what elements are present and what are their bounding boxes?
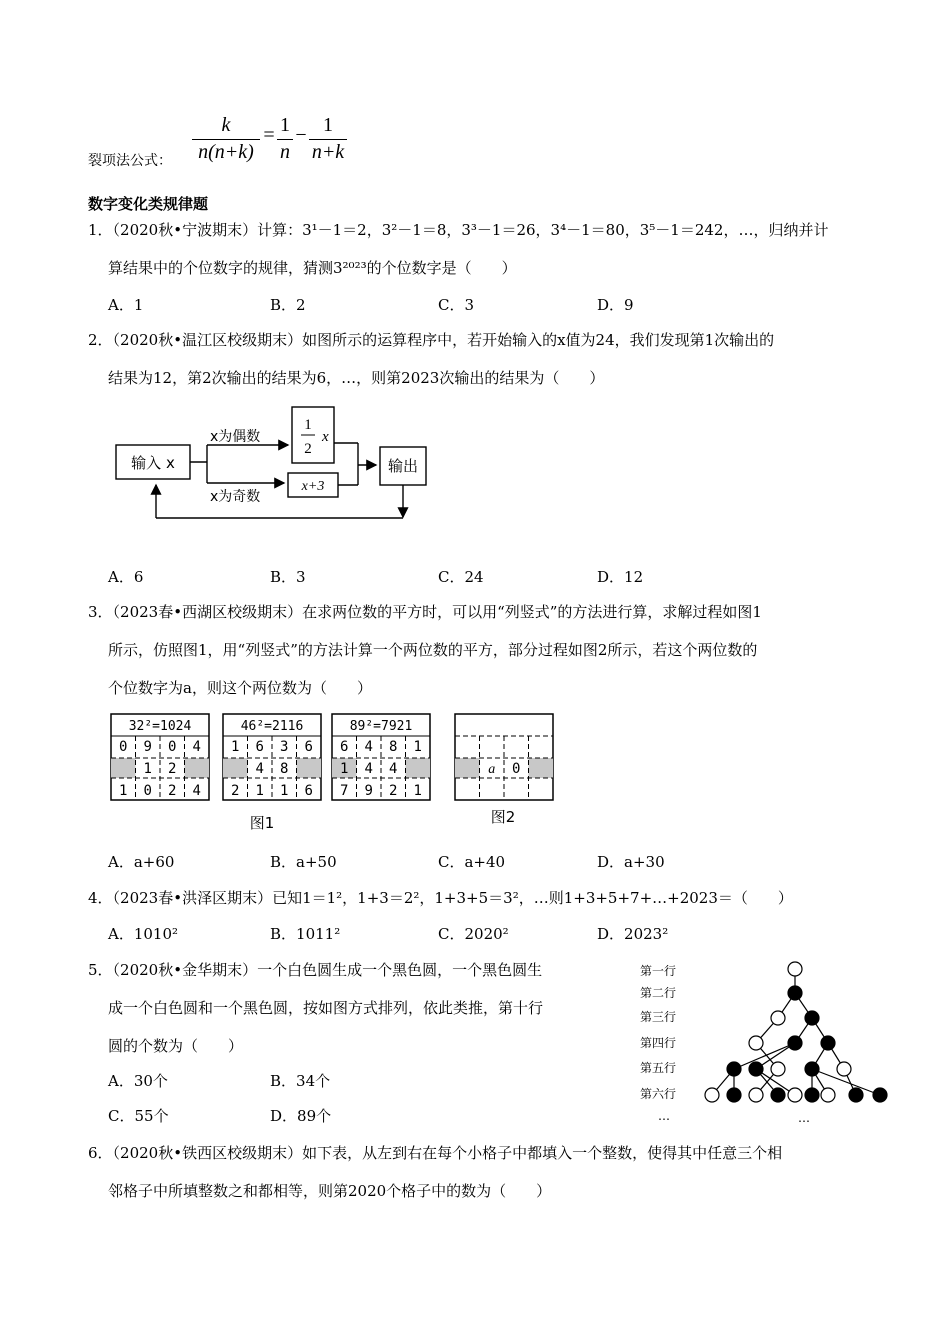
black-circle bbox=[821, 1036, 835, 1050]
white-circle bbox=[788, 1088, 802, 1102]
option-b[interactable]: B．3 bbox=[270, 568, 306, 586]
grid-cell: 2 bbox=[389, 783, 398, 799]
question-5-line-1 bbox=[88, 959, 542, 980]
black-circle bbox=[727, 1062, 741, 1076]
option-c[interactable]: C．55个 bbox=[108, 1107, 169, 1125]
question-number: 5． bbox=[88, 961, 113, 979]
option-a[interactable]: A．6 bbox=[108, 568, 144, 586]
formula-label: 裂项法公式： bbox=[88, 153, 172, 169]
option-b[interactable]: B．a+50 bbox=[270, 853, 337, 871]
grid-cell: 1 bbox=[413, 783, 422, 799]
black-circle bbox=[788, 1036, 802, 1050]
white-circle bbox=[705, 1088, 719, 1102]
tree-row-label: 第二行 bbox=[640, 986, 677, 1000]
half-denominator: 2 bbox=[304, 441, 312, 457]
grid-cell: 7 bbox=[340, 783, 349, 799]
question-number: 2． bbox=[88, 331, 113, 349]
question-3-line-3: 个位数字为a，则这个两位数为（ ） bbox=[108, 679, 372, 697]
half-numerator: 1 bbox=[304, 417, 312, 433]
grid-cell: 9 bbox=[364, 783, 373, 799]
grid-cell: 3 bbox=[280, 739, 289, 755]
figure-2-label: 图2 bbox=[490, 808, 516, 826]
grid-cell: 4 bbox=[364, 761, 373, 777]
grid-title: 32²=1024 bbox=[128, 719, 192, 734]
grid-cell: 1 bbox=[255, 783, 264, 799]
question-6-line-2: 邻格子中所填整数之和都相等，则第2020个格子中的数为（ ） bbox=[108, 1182, 552, 1200]
option-c[interactable]: C．3 bbox=[438, 296, 475, 314]
grid-cell: 1 bbox=[231, 739, 240, 755]
option-b[interactable]: B．34个 bbox=[270, 1072, 331, 1090]
option-a[interactable]: A．a+60 bbox=[108, 853, 175, 871]
question-number: 3． bbox=[88, 603, 113, 621]
question-4-line-1 bbox=[88, 887, 793, 908]
question-2-line-1 bbox=[88, 329, 774, 350]
grid-title: 89²=7921 bbox=[349, 719, 413, 734]
question-1-line-2: 算结果中的个位数字的规律，猜测3²⁰²³的个位数字是（ ） bbox=[108, 259, 517, 277]
formula-lhs-denominator: n(n+k) bbox=[198, 141, 254, 163]
question-text: （2020秋•温江区校级期末）如图所示的运算程序中，若开始输入的x值为24，我们发现第1次输出的 bbox=[112, 331, 775, 349]
question-number: 1． bbox=[88, 221, 113, 239]
shaded-cell bbox=[455, 758, 480, 778]
question-3-line-2: 所示，仿照图1，用“列竖式”的方法计算一个两位数的平方，部分过程如图2所示，若这个两位数的 bbox=[108, 641, 758, 659]
question-2-line-2: 结果为12，第2次输出的结果为6，…，则第2023次输出的结果为（ ） bbox=[108, 369, 605, 387]
grid-cell: 8 bbox=[389, 739, 398, 755]
question-5-line-3: 圆的个数为（ ） bbox=[108, 1037, 244, 1055]
question-3-line-1 bbox=[88, 601, 762, 622]
formula-lhs-bar bbox=[192, 139, 260, 140]
option-d[interactable]: D．12 bbox=[597, 568, 644, 586]
formula-term1-denominator: n bbox=[280, 141, 290, 163]
grid-cell: 0 bbox=[512, 761, 521, 777]
half-variable: x bbox=[322, 429, 329, 445]
question-text: （2020秋•铁西区校级期末）如下表，从左到右在每个小格子中都填入一个整数，使得其中任意三个相 bbox=[112, 1144, 783, 1162]
option-d[interactable]: D．2023² bbox=[597, 925, 669, 943]
white-circle bbox=[771, 1062, 785, 1076]
option-d[interactable]: D．a+30 bbox=[597, 853, 665, 871]
grid-cell: 4 bbox=[255, 761, 264, 777]
output-label: 输出 bbox=[387, 457, 419, 475]
shaded-cell bbox=[529, 758, 554, 778]
option-d[interactable]: D．9 bbox=[597, 296, 634, 314]
grid-title: 46²=2116 bbox=[240, 719, 304, 734]
shaded-cell bbox=[297, 758, 322, 778]
white-circle bbox=[821, 1088, 835, 1102]
grid-cell: 1 bbox=[280, 783, 289, 799]
tree-row-label: … bbox=[658, 1109, 670, 1123]
question-text: （2023春•洪泽区期末）已知1＝1²，1+3＝2²，1+3+5＝3²，…则1+3+5+7+…+2023＝（ ） bbox=[112, 889, 793, 907]
square-grid-1 bbox=[111, 714, 209, 800]
option-b[interactable]: B．1011² bbox=[270, 925, 341, 943]
option-c[interactable]: C．a+40 bbox=[438, 853, 506, 871]
formula-lhs-numerator: k bbox=[221, 114, 231, 136]
option-d[interactable]: D．89个 bbox=[270, 1107, 332, 1125]
tree-row-label: 第六行 bbox=[640, 1087, 677, 1101]
grid-cell: 0 bbox=[119, 739, 128, 755]
grid-cell: 4 bbox=[192, 783, 201, 799]
tree-continuation: … bbox=[798, 1111, 810, 1125]
grid-cell: 4 bbox=[389, 761, 398, 777]
grid-cell: 9 bbox=[143, 739, 152, 755]
grid-cell: 2 bbox=[231, 783, 240, 799]
grid-cell: 6 bbox=[304, 783, 313, 799]
grid-cell: 4 bbox=[192, 739, 201, 755]
black-circle bbox=[771, 1088, 785, 1102]
square-grids-figure bbox=[110, 712, 560, 837]
tree-row-label: 第四行 bbox=[640, 1036, 677, 1050]
circle-tree-figure bbox=[632, 955, 892, 1135]
odd-label: x为奇数 bbox=[210, 489, 261, 505]
black-circle bbox=[805, 1062, 819, 1076]
grid-cell: 6 bbox=[304, 739, 313, 755]
option-a[interactable]: A．1010² bbox=[108, 925, 179, 943]
square-grid-2 bbox=[223, 714, 321, 800]
square-grid-3 bbox=[332, 714, 430, 800]
black-circle bbox=[805, 1088, 819, 1102]
shaded-cell bbox=[111, 758, 136, 778]
question-text: （2020秋•宁波期末）计算：3¹－1＝2，3²－1＝8，3³－1＝26，3⁴－1＝80，3⁵－1＝242，…，归纳并计 bbox=[112, 221, 829, 239]
tree-row-label: 第一行 bbox=[640, 964, 677, 978]
question-text: （2023春•西湖区校级期末）在求两位数的平方时，可以用“列竖式”的方法进行算，求解过程如图1 bbox=[112, 603, 762, 621]
flowchart bbox=[112, 403, 442, 533]
formula-term2-bar bbox=[309, 139, 347, 140]
grid-cell: 0 bbox=[143, 783, 152, 799]
formula-term1-bar bbox=[277, 139, 293, 140]
formula-term1-numerator: 1 bbox=[280, 114, 290, 136]
white-circle bbox=[771, 1011, 785, 1025]
formula-term2-numerator: 1 bbox=[323, 114, 333, 136]
black-circle bbox=[805, 1011, 819, 1025]
question-text: （2020秋•金华期末）一个白色圆生成一个黑色圆，一个黑色圆生 bbox=[112, 961, 543, 979]
option-a[interactable]: A．30个 bbox=[108, 1072, 168, 1090]
black-circle bbox=[849, 1088, 863, 1102]
shaded-cell bbox=[185, 758, 210, 778]
black-circle bbox=[788, 986, 802, 1000]
option-c[interactable]: C．2020² bbox=[438, 925, 509, 943]
grid-cell: 8 bbox=[280, 761, 289, 777]
plus3-label: x+3 bbox=[301, 479, 325, 494]
grid-cell: 1 bbox=[340, 761, 349, 777]
tree-row-label: 第三行 bbox=[640, 1010, 677, 1024]
question-number: 6． bbox=[88, 1144, 113, 1162]
option-c[interactable]: C．24 bbox=[438, 568, 484, 586]
option-a[interactable]: A．1 bbox=[108, 296, 144, 314]
grid-cell: a bbox=[488, 762, 496, 777]
question-1-line-1 bbox=[88, 219, 828, 240]
grid-cell: 2 bbox=[168, 783, 177, 799]
grid-cell: 0 bbox=[168, 739, 177, 755]
shaded-cell bbox=[223, 758, 248, 778]
grid-cell: 4 bbox=[364, 739, 373, 755]
question-6-line-1 bbox=[88, 1142, 782, 1163]
section-title: 数字变化类规律题 bbox=[88, 195, 209, 213]
formula-minus: − bbox=[295, 124, 307, 146]
input-label: 输入 x bbox=[131, 454, 175, 472]
even-label: x为偶数 bbox=[210, 429, 261, 445]
grid-cell: 6 bbox=[340, 739, 349, 755]
formula-equals: = bbox=[263, 124, 275, 146]
black-circle bbox=[749, 1062, 763, 1076]
question-number: 4． bbox=[88, 889, 113, 907]
grid-cell: 1 bbox=[413, 739, 422, 755]
grid-cell: 6 bbox=[255, 739, 264, 755]
white-circle bbox=[749, 1036, 763, 1050]
black-circle bbox=[727, 1088, 741, 1102]
formula-term2-denominator: n+k bbox=[311, 141, 345, 163]
grid-cell: 2 bbox=[168, 761, 177, 777]
shaded-cell bbox=[406, 758, 431, 778]
white-circle bbox=[788, 962, 802, 976]
figure-1-label: 图1 bbox=[249, 814, 275, 832]
white-circle bbox=[837, 1062, 851, 1076]
option-b[interactable]: B．2 bbox=[270, 296, 306, 314]
grid-cell: 1 bbox=[119, 783, 128, 799]
white-circle bbox=[749, 1088, 763, 1102]
tree-row-label: 第五行 bbox=[640, 1061, 677, 1075]
black-circle bbox=[873, 1088, 887, 1102]
question-5-line-2: 成一个白色圆和一个黑色圆，按如图方式排列，依此类推，第十行 bbox=[108, 999, 544, 1017]
square-grid-4 bbox=[455, 714, 553, 800]
grid-cell: 1 bbox=[143, 761, 152, 777]
